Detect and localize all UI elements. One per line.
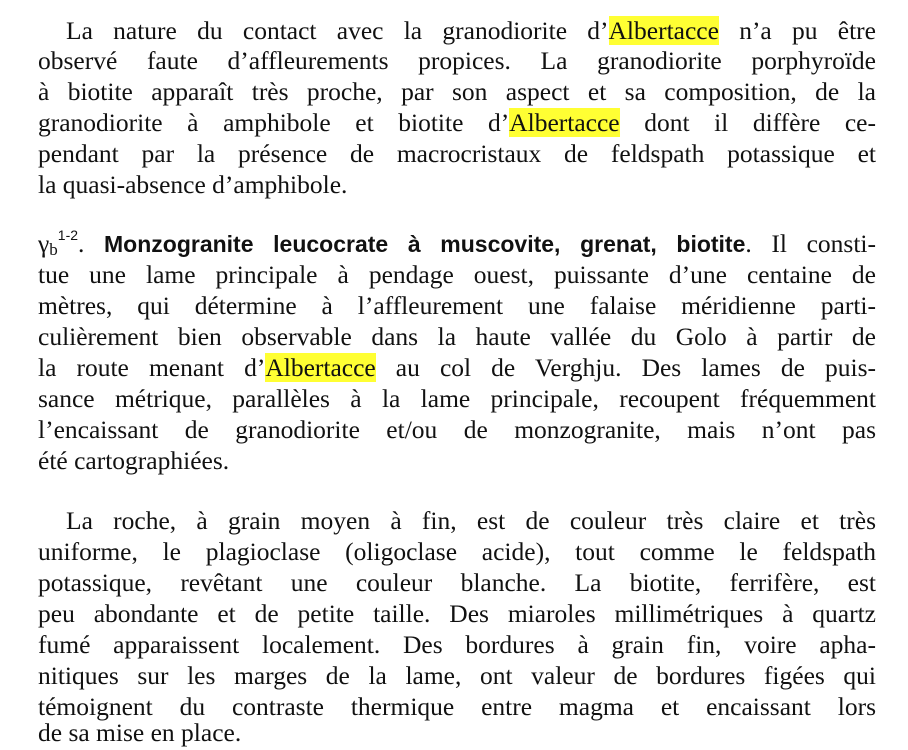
p3-line-7: témoignent du contraste thermique entre magma et encaissant lors (38, 692, 876, 721)
p1-line-3: à biotite apparaît très proche, par son aspect et sa composition, de la (38, 77, 876, 106)
p1-line-6: la quasi-absence d’amphibole. (38, 170, 348, 199)
p3-line-8: de sa mise en place. (38, 718, 242, 747)
p3-line-3: potassique, revêtant une couleur blanche. La biotite, ferrifère, est (38, 568, 876, 597)
p2-line-1 (38, 229, 876, 259)
p2-line-5 (38, 353, 876, 383)
text-segment: . Il consti- (745, 229, 876, 258)
text-segment: granodiorite à amphibole et biotite d’ (38, 108, 510, 137)
p1-line-5: pendant par la présence de macrocristaux de feldspath potassique et (38, 139, 876, 168)
p3-line-6: nitiques sur les marges de la lame, ont valeur de bordures figées qui (38, 661, 876, 690)
p3-line-4: peu abondante et de petite taille. Des miaroles millimétriques à quartz (38, 599, 876, 628)
p1-line-4 (38, 108, 876, 138)
highlighted-term: Albertacce (265, 353, 376, 382)
text-segment: La nature du contact avec la granodiorite d’ (66, 16, 609, 45)
p2-line-4: culièrement bien observable dans la haute vallée du Golo à partir de (38, 322, 876, 351)
highlighted-term: Albertacce (509, 108, 620, 137)
symbol-superscript: 1-2 (57, 227, 79, 243)
symbol-base: γ (38, 229, 50, 258)
symbol-subscript: b (49, 240, 58, 259)
p1-line-2: observé faute d’affleurements propices. La granodiorite porphyroïde (38, 46, 876, 75)
highlighted-term: Albertacce (608, 16, 719, 45)
section-symbol (38, 229, 84, 258)
p3-line-5: fumé apparaissent localement. Des bordures à grain fin, voire apha- (38, 630, 876, 659)
p2-line-8: été cartographiées. (38, 446, 230, 475)
p2-line-3: mètres, qui détermine à l’affleurement une falaise méridienne parti- (38, 291, 876, 320)
p3-line-2: uniforme, le plagioclase (oligoclase acide), tout comme le feldspath (38, 537, 876, 566)
text-segment: dont il diffère ce- (619, 108, 876, 137)
text-segment: au col de Verghju. Des lames de puis- (375, 353, 876, 382)
section-title: Monzogranite leucocrate à muscovite, grenat, biotite (104, 231, 746, 257)
p2-line-7: l’encaissant de granodiorite et/ou de monzogranite, mais n’ont pas (38, 415, 876, 444)
p1-line-1 (66, 16, 876, 46)
text-segment: n’a pu être (718, 16, 876, 45)
p3-line-1: La roche, à grain moyen à fin, est de couleur très claire et très (66, 506, 876, 535)
p2-line-6: sance métrique, parallèles à la lame principale, recoupent fréquemment (38, 384, 876, 413)
symbol-dot: . (78, 229, 85, 258)
p2-line-2: tue une lame principale à pendage ouest, puissante d’une centaine de (38, 260, 876, 289)
text-segment: la route menant d’ (38, 353, 266, 382)
